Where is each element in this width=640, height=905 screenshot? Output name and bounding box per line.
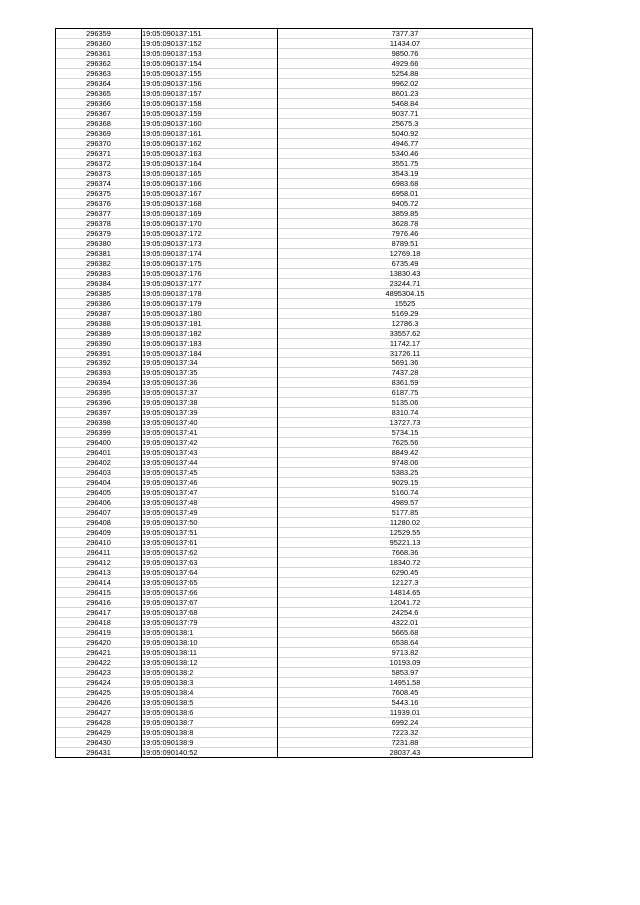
row-id-cell: 296373 [56,168,142,178]
value-cell: 8361.59 [278,378,533,388]
value-cell: 9405.72 [278,198,533,208]
cadastral-number-cell: 19:05:090137:41 [142,428,278,438]
cadastral-number-cell: 19:05:090137:48 [142,498,278,508]
table-row [56,58,533,68]
row-id-cell: 296421 [56,648,142,658]
cadastral-number-cell: 19:05:090137:68 [142,608,278,618]
value-cell: 11434.07 [278,38,533,48]
value-cell: 14814.65 [278,588,533,598]
value-cell: 6187.75 [278,388,533,398]
cadastral-number-cell: 19:05:090137:45 [142,468,278,478]
row-id-cell: 296393 [56,368,142,378]
table-row [56,29,533,39]
cadastral-number-cell: 19:05:090137:35 [142,368,278,378]
table-row [56,98,533,108]
table-body [56,29,533,758]
row-id-cell: 296372 [56,158,142,168]
row-id-cell: 296422 [56,658,142,668]
table-row [56,578,533,588]
value-cell: 5665.68 [278,628,533,638]
cadastral-number-cell: 19:05:090137:178 [142,288,278,298]
table-row [56,538,533,548]
cadastral-number-cell: 19:05:090137:174 [142,248,278,258]
row-id-cell: 296429 [56,727,142,737]
cadastral-number-cell: 19:05:090137:62 [142,548,278,558]
value-cell: 5135.06 [278,398,533,408]
cadastral-number-cell: 19:05:090137:43 [142,448,278,458]
value-cell: 12529.55 [278,528,533,538]
row-id-cell: 296416 [56,598,142,608]
value-cell: 7231.88 [278,737,533,747]
row-id-cell: 296383 [56,268,142,278]
cadastral-number-cell: 19:05:090137:180 [142,308,278,318]
row-id-cell: 296397 [56,408,142,418]
cadastral-number-cell: 19:05:090137:170 [142,218,278,228]
value-cell: 8601.23 [278,88,533,98]
value-cell: 6290.45 [278,568,533,578]
cadastral-number-cell: 19:05:090137:39 [142,408,278,418]
value-cell: 3551.75 [278,158,533,168]
table-row [56,248,533,258]
cadastral-number-cell: 19:05:090137:155 [142,68,278,78]
row-id-cell: 296403 [56,468,142,478]
table-row [56,388,533,398]
table-row [56,428,533,438]
row-id-cell: 296430 [56,737,142,747]
row-id-cell: 296390 [56,338,142,348]
row-id-cell: 296368 [56,118,142,128]
value-cell: 14951.58 [278,677,533,687]
table-row [56,68,533,78]
table-row [56,488,533,498]
table-row [56,78,533,88]
row-id-cell: 296381 [56,248,142,258]
cadastral-number-cell: 19:05:090137:44 [142,458,278,468]
value-cell: 31726.11 [278,348,533,358]
value-cell: 7377.37 [278,29,533,39]
row-id-cell: 296388 [56,318,142,328]
row-id-cell: 296414 [56,578,142,588]
cadastral-number-cell: 19:05:090137:42 [142,438,278,448]
value-cell: 8310.74 [278,408,533,418]
value-cell: 8849.42 [278,448,533,458]
table-row [56,268,533,278]
value-cell: 6538.64 [278,638,533,648]
row-id-cell: 296392 [56,358,142,368]
table-row [56,677,533,687]
cadastral-number-cell: 19:05:090137:165 [142,168,278,178]
cadastral-number-cell: 19:05:090137:154 [142,58,278,68]
cadastral-number-cell: 19:05:090137:79 [142,618,278,628]
row-id-cell: 296399 [56,428,142,438]
table-row [56,618,533,628]
value-cell: 9962.02 [278,78,533,88]
table-row [56,707,533,717]
table-row [56,398,533,408]
cadastral-number-cell: 19:05:090138:11 [142,648,278,658]
cadastral-number-cell: 19:05:090137:158 [142,98,278,108]
table-row [56,148,533,158]
cadastral-number-cell: 19:05:090137:61 [142,538,278,548]
row-id-cell: 296382 [56,258,142,268]
value-cell: 5160.74 [278,488,533,498]
cadastral-number-cell: 19:05:090137:184 [142,348,278,358]
value-cell: 3859.85 [278,208,533,218]
table-row [56,528,533,538]
row-id-cell: 296408 [56,518,142,528]
cadastral-number-cell: 19:05:090137:65 [142,578,278,588]
cadastral-number-cell: 19:05:090138:12 [142,658,278,668]
cadastral-number-cell: 19:05:090137:169 [142,208,278,218]
table-row [56,727,533,737]
value-cell: 4895304.15 [278,288,533,298]
value-cell: 25675.3 [278,118,533,128]
cadastral-number-cell: 19:05:090138:6 [142,707,278,717]
table-row [56,368,533,378]
row-id-cell: 296386 [56,298,142,308]
value-cell: 5254.88 [278,68,533,78]
table-row [56,478,533,488]
value-cell: 5734.15 [278,428,533,438]
value-cell: 8789.51 [278,238,533,248]
value-cell: 5443.16 [278,697,533,707]
cadastral-number-cell: 19:05:090137:183 [142,338,278,348]
table-row [56,168,533,178]
row-id-cell: 296410 [56,538,142,548]
row-id-cell: 296411 [56,548,142,558]
value-cell: 7976.46 [278,228,533,238]
value-cell: 9850.76 [278,48,533,58]
table-row [56,608,533,618]
cadastral-number-cell: 19:05:090138:10 [142,638,278,648]
row-id-cell: 296394 [56,378,142,388]
cadastral-number-cell: 19:05:090137:161 [142,128,278,138]
row-id-cell: 296413 [56,568,142,578]
table-row [56,178,533,188]
row-id-cell: 296367 [56,108,142,118]
row-id-cell: 296384 [56,278,142,288]
table-row [56,198,533,208]
value-cell: 12769.18 [278,248,533,258]
table-row [56,208,533,218]
table-row [56,558,533,568]
row-id-cell: 296419 [56,628,142,638]
cadastral-number-cell: 19:05:090138:1 [142,628,278,638]
cadastral-number-cell: 19:05:090137:164 [142,158,278,168]
value-cell: 11280.02 [278,518,533,528]
table-row [56,158,533,168]
value-cell: 33557.62 [278,328,533,338]
value-cell: 4929.66 [278,58,533,68]
row-id-cell: 296389 [56,328,142,338]
value-cell: 5383.25 [278,468,533,478]
cadastral-number-cell: 19:05:090137:177 [142,278,278,288]
cadastral-number-cell: 19:05:090137:162 [142,138,278,148]
table-row [56,298,533,308]
row-id-cell: 296377 [56,208,142,218]
value-cell: 12786.3 [278,318,533,328]
table-row [56,418,533,428]
table-row [56,468,533,478]
cadastral-number-cell: 19:05:090137:49 [142,508,278,518]
cadastral-number-cell: 19:05:090137:36 [142,378,278,388]
row-id-cell: 296420 [56,638,142,648]
cadastral-number-cell: 19:05:090137:63 [142,558,278,568]
table-row [56,288,533,298]
value-cell: 5040.92 [278,128,533,138]
row-id-cell: 296380 [56,238,142,248]
cadastral-number-cell: 19:05:090138:8 [142,727,278,737]
value-cell: 15525 [278,298,533,308]
table-row [56,308,533,318]
cadastral-number-cell: 19:05:090137:160 [142,118,278,128]
value-cell: 24254.6 [278,608,533,618]
value-cell: 12041.72 [278,598,533,608]
table-row [56,697,533,707]
table-row [56,588,533,598]
table-row [56,638,533,648]
table-row [56,747,533,757]
cadastral-number-cell: 19:05:090137:157 [142,88,278,98]
table-row [56,348,533,358]
row-id-cell: 296370 [56,138,142,148]
table-row [56,658,533,668]
cadastral-number-cell: 19:05:090137:40 [142,418,278,428]
row-id-cell: 296360 [56,38,142,48]
row-id-cell: 296417 [56,608,142,618]
table-row [56,448,533,458]
row-id-cell: 296395 [56,388,142,398]
value-cell: 5853.97 [278,668,533,678]
row-id-cell: 296362 [56,58,142,68]
row-id-cell: 296425 [56,687,142,697]
table-row [56,737,533,747]
row-id-cell: 296391 [56,348,142,358]
table-row [56,717,533,727]
value-cell: 13830.43 [278,268,533,278]
row-id-cell: 296402 [56,458,142,468]
value-cell: 4322.01 [278,618,533,628]
table-row [56,318,533,328]
row-id-cell: 296387 [56,308,142,318]
value-cell: 7668.36 [278,548,533,558]
table-row [56,188,533,198]
table-row [56,668,533,678]
table-row [56,88,533,98]
value-cell: 7437.28 [278,368,533,378]
value-cell: 4946.77 [278,138,533,148]
cadastral-number-cell: 19:05:090137:173 [142,238,278,248]
cadastral-number-cell: 19:05:090138:4 [142,687,278,697]
cadastral-number-cell: 19:05:090137:51 [142,528,278,538]
row-id-cell: 296361 [56,48,142,58]
data-table [55,28,533,758]
cadastral-number-cell: 19:05:090137:176 [142,268,278,278]
table-row [56,338,533,348]
cadastral-number-cell: 19:05:090137:167 [142,188,278,198]
value-cell: 7608.45 [278,687,533,697]
row-id-cell: 296371 [56,148,142,158]
value-cell: 28037.43 [278,747,533,757]
cadastral-number-cell: 19:05:090137:34 [142,358,278,368]
table-row [56,258,533,268]
row-id-cell: 296406 [56,498,142,508]
row-id-cell: 296374 [56,178,142,188]
row-id-cell: 296415 [56,588,142,598]
table-row [56,108,533,118]
value-cell: 7223.32 [278,727,533,737]
row-id-cell: 296365 [56,88,142,98]
cadastral-number-cell: 19:05:090138:7 [142,717,278,727]
row-id-cell: 296359 [56,29,142,39]
row-id-cell: 296369 [56,128,142,138]
table-row [56,238,533,248]
row-id-cell: 296366 [56,98,142,108]
value-cell: 9037.71 [278,108,533,118]
cadastral-number-cell: 19:05:090137:153 [142,48,278,58]
table-row [56,328,533,338]
row-id-cell: 296412 [56,558,142,568]
table-row [56,378,533,388]
table-row [56,598,533,608]
cadastral-number-cell: 19:05:090137:64 [142,568,278,578]
table-row [56,228,533,238]
table-row [56,128,533,138]
cadastral-number-cell: 19:05:090137:67 [142,598,278,608]
row-id-cell: 296378 [56,218,142,228]
table-row [56,358,533,368]
row-id-cell: 296400 [56,438,142,448]
cadastral-number-cell: 19:05:090138:2 [142,668,278,678]
row-id-cell: 296431 [56,747,142,757]
value-cell: 5468.84 [278,98,533,108]
value-cell: 6958.01 [278,188,533,198]
cadastral-number-cell: 19:05:090137:168 [142,198,278,208]
cadastral-number-cell: 19:05:090140:52 [142,747,278,757]
table-row [56,508,533,518]
cadastral-number-cell: 19:05:090137:156 [142,78,278,88]
table-row [56,278,533,288]
cadastral-number-cell: 19:05:090138:9 [142,737,278,747]
row-id-cell: 296424 [56,677,142,687]
row-id-cell: 296385 [56,288,142,298]
table-row [56,568,533,578]
value-cell: 5340.46 [278,148,533,158]
row-id-cell: 296396 [56,398,142,408]
cadastral-number-cell: 19:05:090137:66 [142,588,278,598]
row-id-cell: 296423 [56,668,142,678]
row-id-cell: 296409 [56,528,142,538]
value-cell: 11742.17 [278,338,533,348]
table-row [56,458,533,468]
table-row [56,118,533,128]
table-row [56,518,533,528]
cadastral-number-cell: 19:05:090137:37 [142,388,278,398]
cadastral-number-cell: 19:05:090137:181 [142,318,278,328]
table-row [56,548,533,558]
table-row [56,687,533,697]
value-cell: 5169.29 [278,308,533,318]
row-id-cell: 296401 [56,448,142,458]
row-id-cell: 296427 [56,707,142,717]
table-row [56,438,533,448]
value-cell: 13727.73 [278,418,533,428]
table-row [56,38,533,48]
table-row [56,408,533,418]
cadastral-number-cell: 19:05:090137:152 [142,38,278,48]
value-cell: 6735.49 [278,258,533,268]
value-cell: 6992.24 [278,717,533,727]
value-cell: 7625.56 [278,438,533,448]
value-cell: 6983.68 [278,178,533,188]
row-id-cell: 296398 [56,418,142,428]
row-id-cell: 296375 [56,188,142,198]
cadastral-number-cell: 19:05:090137:179 [142,298,278,308]
value-cell: 10193.09 [278,658,533,668]
value-cell: 3543.19 [278,168,533,178]
row-id-cell: 296426 [56,697,142,707]
table-row [56,648,533,658]
value-cell: 12127.3 [278,578,533,588]
value-cell: 95221.13 [278,538,533,548]
table-row [56,218,533,228]
value-cell: 3628.78 [278,218,533,228]
row-id-cell: 296405 [56,488,142,498]
value-cell: 4989.57 [278,498,533,508]
cadastral-number-cell: 19:05:090137:151 [142,29,278,39]
value-cell: 9748.06 [278,458,533,468]
table-row [56,48,533,58]
row-id-cell: 296364 [56,78,142,88]
table-row [56,138,533,148]
value-cell: 23244.71 [278,278,533,288]
row-id-cell: 296363 [56,68,142,78]
cadastral-number-cell: 19:05:090137:182 [142,328,278,338]
value-cell: 5177.85 [278,508,533,518]
value-cell: 18340.72 [278,558,533,568]
value-cell: 5691.36 [278,358,533,368]
cadastral-number-cell: 19:05:090137:47 [142,488,278,498]
table-row [56,498,533,508]
cadastral-number-cell: 19:05:090137:50 [142,518,278,528]
row-id-cell: 296379 [56,228,142,238]
row-id-cell: 296404 [56,478,142,488]
cadastral-number-cell: 19:05:090137:172 [142,228,278,238]
cadastral-number-cell: 19:05:090138:5 [142,697,278,707]
cadastral-number-cell: 19:05:090138:3 [142,677,278,687]
table-row [56,628,533,638]
cadastral-number-cell: 19:05:090137:163 [142,148,278,158]
row-id-cell: 296418 [56,618,142,628]
row-id-cell: 296376 [56,198,142,208]
cadastral-number-cell: 19:05:090137:175 [142,258,278,268]
row-id-cell: 296407 [56,508,142,518]
value-cell: 9029.15 [278,478,533,488]
cadastral-number-cell: 19:05:090137:159 [142,108,278,118]
cadastral-number-cell: 19:05:090137:166 [142,178,278,188]
row-id-cell: 296428 [56,717,142,727]
cadastral-number-cell: 19:05:090137:46 [142,478,278,488]
document-page [55,28,533,758]
value-cell: 9713.82 [278,648,533,658]
cadastral-number-cell: 19:05:090137:38 [142,398,278,408]
value-cell: 11939.01 [278,707,533,717]
